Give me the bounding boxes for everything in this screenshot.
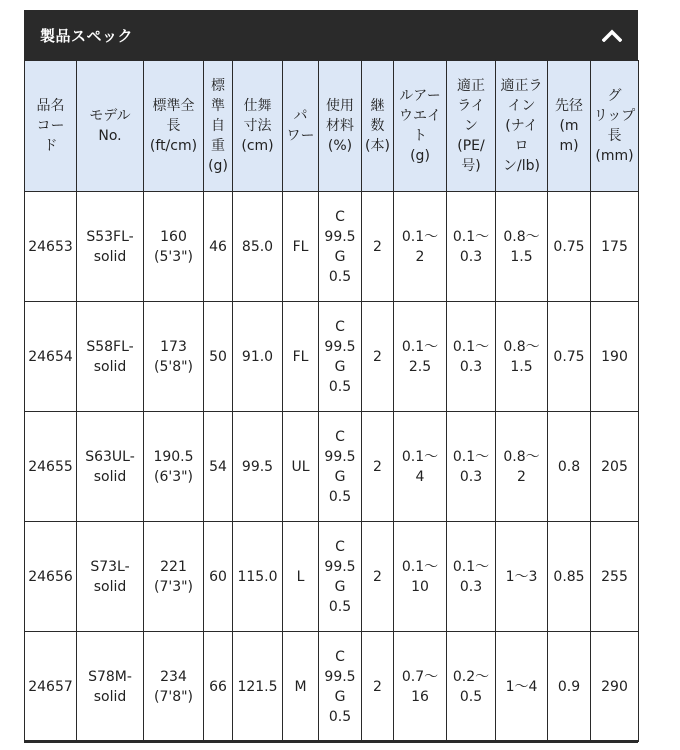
column-header xyxy=(591,61,639,192)
cell-line: ルアー xyxy=(399,88,441,104)
cell-length xyxy=(144,302,204,412)
cell-line: ン/lb) xyxy=(503,158,540,174)
cell-length xyxy=(144,522,204,632)
cell-line: 長 xyxy=(166,118,181,134)
cell-pieces: 2 xyxy=(362,192,394,302)
cell-model xyxy=(77,632,144,742)
cell-line: 先径 xyxy=(555,98,583,114)
cell-closed: 85.0 xyxy=(233,192,283,302)
cell-line: 0.8～ xyxy=(503,338,540,355)
cell-material xyxy=(319,632,362,742)
cell-nylon xyxy=(496,522,548,632)
cell-line: solid xyxy=(93,358,127,375)
cell-line: solid xyxy=(93,248,127,265)
cell-line: 0.1～ xyxy=(401,228,439,245)
cell-nylon xyxy=(496,632,548,742)
cell-line: S53FL- xyxy=(86,228,134,245)
column-header xyxy=(447,61,496,192)
cell-line: (5'3") xyxy=(153,248,194,265)
cell-weight: 54 xyxy=(204,412,233,522)
cell-line: パ xyxy=(293,108,308,124)
cell-line: (7'3") xyxy=(153,578,194,595)
cell-closed: 115.0 xyxy=(233,522,283,632)
column-header xyxy=(204,61,233,192)
table-row xyxy=(25,632,639,742)
cell-line: (7'8") xyxy=(153,688,194,705)
cell-line: (g) xyxy=(208,158,228,174)
cell-tip: 0.75 xyxy=(548,192,591,302)
cell-pe xyxy=(447,302,496,412)
cell-line: 99.5 xyxy=(324,228,356,245)
cell-line: (g) xyxy=(410,148,430,164)
cell-power: L xyxy=(283,522,319,632)
cell-line: 1～3 xyxy=(505,568,538,585)
cell-line: ワー xyxy=(286,128,315,144)
spec-table xyxy=(24,60,639,742)
cell-line: 適正ラ xyxy=(500,78,543,94)
cell-line: (5'8") xyxy=(153,358,194,375)
cell-length xyxy=(144,192,204,302)
column-header xyxy=(144,61,204,192)
cell-line: solid xyxy=(93,578,127,595)
cell-line: モデル xyxy=(89,108,131,124)
cell-line: C xyxy=(335,428,345,445)
cell-line: ト xyxy=(413,128,427,144)
cell-line: ウエイ xyxy=(399,108,441,124)
cell-line: 173 xyxy=(160,338,187,355)
cell-line: 0.5 xyxy=(328,268,352,285)
cell-line: 1.5 xyxy=(510,358,533,375)
cell-power: M xyxy=(283,632,319,742)
cell-nylon xyxy=(496,192,548,302)
cell-line: 0.1～ xyxy=(452,338,490,355)
cell-code: 24657 xyxy=(25,632,77,742)
cell-line: G xyxy=(334,688,346,705)
cell-lure xyxy=(394,632,447,742)
table-row xyxy=(25,302,639,412)
cell-model xyxy=(77,522,144,632)
cell-line: 99.5 xyxy=(324,668,356,685)
cell-pe xyxy=(447,632,496,742)
cell-model xyxy=(77,412,144,522)
cell-lure xyxy=(394,192,447,302)
column-header xyxy=(77,61,144,192)
cell-line: 標 xyxy=(211,78,225,94)
cell-line: No. xyxy=(98,128,122,144)
cell-line: 4 xyxy=(415,468,425,485)
cell-grip: 175 xyxy=(591,192,639,302)
cell-line: (ft/cm) xyxy=(149,138,198,154)
cell-line: (cm) xyxy=(241,138,274,154)
cell-code: 24655 xyxy=(25,412,77,522)
cell-material xyxy=(319,522,362,632)
cell-line: (mm) xyxy=(559,118,579,154)
cell-grip: 205 xyxy=(591,412,639,522)
cell-line: 0.3 xyxy=(459,358,483,375)
cell-line: (ナイ xyxy=(505,118,538,134)
cell-nylon xyxy=(496,302,548,412)
cell-line: 寸法 xyxy=(243,118,272,134)
table-row xyxy=(25,412,639,522)
cell-nylon xyxy=(496,412,548,522)
cell-line: 号) xyxy=(461,158,481,174)
cell-line: 0.1～ xyxy=(401,338,439,355)
cell-line: 0.5 xyxy=(328,378,352,395)
cell-power: FL xyxy=(283,302,319,412)
cell-length xyxy=(144,412,204,522)
cell-lure xyxy=(394,522,447,632)
column-header xyxy=(394,61,447,192)
spec-header[interactable] xyxy=(24,10,638,60)
cell-length xyxy=(144,632,204,742)
cell-pieces: 2 xyxy=(362,522,394,632)
cell-line: 160 xyxy=(160,228,187,245)
cell-line: 1～4 xyxy=(505,678,538,695)
cell-material xyxy=(319,302,362,412)
cell-lure xyxy=(394,302,447,412)
table-row xyxy=(25,522,639,632)
cell-line: 0.5 xyxy=(328,708,352,725)
cell-material xyxy=(319,412,362,522)
cell-pieces: 2 xyxy=(362,412,394,522)
cell-line: 仕舞 xyxy=(243,98,272,114)
cell-code: 24656 xyxy=(25,522,77,632)
cell-code: 24654 xyxy=(25,302,77,412)
cell-line: 99.5 xyxy=(324,558,356,575)
cell-line: 0.2～ xyxy=(452,668,490,685)
cell-grip: 290 xyxy=(591,632,639,742)
table-header-row xyxy=(25,61,639,192)
cell-line: 0.3 xyxy=(459,578,483,595)
cell-power: FL xyxy=(283,192,319,302)
cell-line: 使用 xyxy=(326,98,354,114)
cell-line: C xyxy=(335,648,345,665)
column-header xyxy=(548,61,591,192)
cell-tip: 0.8 xyxy=(548,412,591,522)
cell-pe xyxy=(447,412,496,522)
cell-weight: 46 xyxy=(204,192,233,302)
cell-line: S78M- xyxy=(88,668,132,685)
cell-line: G xyxy=(334,578,346,595)
cell-line: 自 xyxy=(211,118,225,134)
cell-weight: 60 xyxy=(204,522,233,632)
cell-line: solid xyxy=(93,468,127,485)
cell-line: 品名 xyxy=(36,98,65,114)
cell-weight: 50 xyxy=(204,302,233,412)
cell-closed: 99.5 xyxy=(233,412,283,522)
cell-tip: 0.9 xyxy=(548,632,591,742)
column-header xyxy=(25,61,77,192)
column-header xyxy=(362,61,394,192)
cell-line: ライ xyxy=(457,98,485,114)
cell-line: 0.8～ xyxy=(503,228,540,245)
cell-line: リップ長 xyxy=(593,108,636,144)
cell-line: G xyxy=(334,468,346,485)
cell-line: 0.1～ xyxy=(401,448,439,465)
cell-pe xyxy=(447,522,496,632)
cell-line: 234 xyxy=(160,668,187,685)
cell-line: ロ xyxy=(514,138,529,154)
cell-line: 0.3 xyxy=(459,468,483,485)
table-body xyxy=(25,192,639,742)
column-header xyxy=(319,61,362,192)
cell-model xyxy=(77,192,144,302)
cell-line: ド xyxy=(43,138,58,154)
column-header xyxy=(283,61,319,192)
cell-pe xyxy=(447,192,496,302)
cell-line: 2 xyxy=(517,468,526,485)
cell-line: ン xyxy=(464,118,478,134)
cell-line: 2.5 xyxy=(408,358,432,375)
cell-line: G xyxy=(334,358,346,375)
cell-pieces: 2 xyxy=(362,302,394,412)
cell-line: C xyxy=(335,318,345,335)
cell-line: 継 xyxy=(370,98,385,114)
cell-line: 99.5 xyxy=(324,338,356,355)
cell-tip: 0.75 xyxy=(548,302,591,412)
cell-line: 0.1～ xyxy=(452,448,490,465)
cell-lure xyxy=(394,412,447,522)
cell-line: (mm) xyxy=(595,148,634,164)
cell-line: イン xyxy=(507,98,536,114)
cell-line: 0.1～ xyxy=(401,558,439,575)
cell-weight: 66 xyxy=(204,632,233,742)
cell-code: 24653 xyxy=(25,192,77,302)
cell-line: 1.5 xyxy=(510,248,533,265)
cell-line: コー xyxy=(36,118,65,134)
cell-closed: 121.5 xyxy=(233,632,283,742)
cell-line: 準 xyxy=(211,98,225,114)
cell-line: 221 xyxy=(160,558,187,575)
cell-line: 数 xyxy=(370,118,385,134)
cell-line: 190.5 xyxy=(153,448,194,465)
cell-line: G xyxy=(334,248,346,265)
column-header xyxy=(233,61,283,192)
column-header xyxy=(496,61,548,192)
table-row xyxy=(25,192,639,302)
cell-line: C xyxy=(335,538,345,555)
cell-line: (6'3") xyxy=(153,468,194,485)
cell-line: 材料 xyxy=(326,118,354,134)
spec-panel xyxy=(24,10,638,742)
cell-line: 2 xyxy=(415,248,425,265)
cell-line: 0.3 xyxy=(459,248,483,265)
cell-line: 標準全 xyxy=(152,98,195,114)
cell-line: solid xyxy=(93,688,127,705)
cell-line: S63UL- xyxy=(85,448,135,465)
cell-line: S58FL- xyxy=(86,338,134,355)
cell-line: 0.5 xyxy=(328,598,352,615)
cell-model xyxy=(77,302,144,412)
cell-tip: 0.85 xyxy=(548,522,591,632)
cell-grip: 255 xyxy=(591,522,639,632)
spec-title: 製品スペック xyxy=(40,26,134,45)
cell-line: 16 xyxy=(411,688,429,705)
cell-line: 適正 xyxy=(457,78,485,94)
cell-line: 0.7～ xyxy=(401,668,439,685)
cell-line: (%) xyxy=(327,138,353,154)
chevron-up-icon[interactable] xyxy=(598,21,626,49)
cell-power: UL xyxy=(283,412,319,522)
cell-line: 99.5 xyxy=(324,448,356,465)
cell-line: 0.1～ xyxy=(452,558,490,575)
cell-closed: 91.0 xyxy=(233,302,283,412)
cell-line: (PE/ xyxy=(457,138,485,154)
cell-line: C xyxy=(335,208,345,225)
cell-line: 0.5 xyxy=(328,488,352,505)
bottom-rule xyxy=(24,740,638,743)
cell-line: 0.1～ xyxy=(452,228,490,245)
cell-line: 0.5 xyxy=(459,688,483,705)
cell-line: 重 xyxy=(211,138,225,154)
cell-line: S73L- xyxy=(90,558,130,575)
cell-line: 0.8～ xyxy=(503,448,540,465)
cell-material xyxy=(319,192,362,302)
cell-pieces: 2 xyxy=(362,632,394,742)
cell-line: グ xyxy=(607,88,622,104)
cell-line: (本) xyxy=(365,138,390,154)
cell-grip: 190 xyxy=(591,302,639,412)
cell-line: 10 xyxy=(411,578,429,595)
